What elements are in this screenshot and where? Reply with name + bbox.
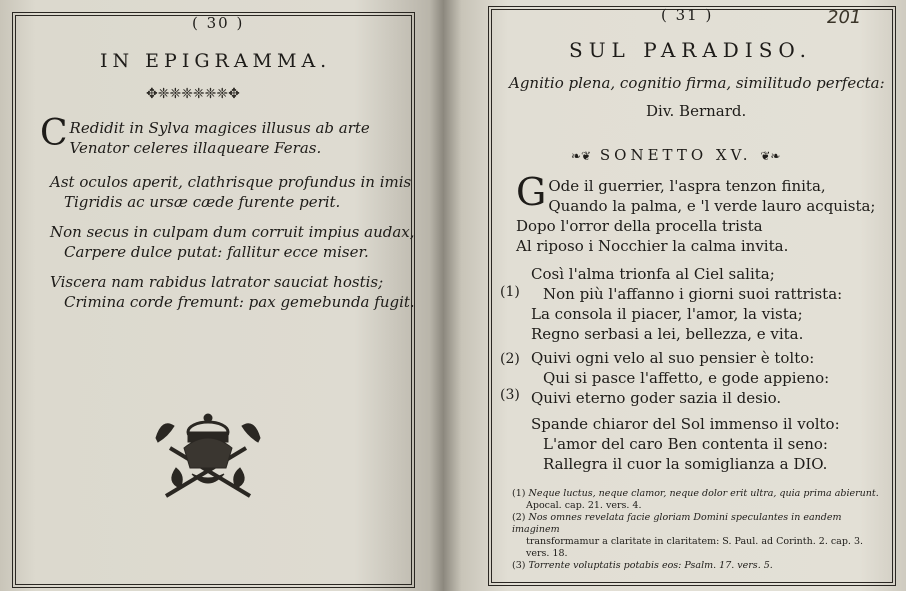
sonnet-line: Dopo l'orror della procella trista (516, 217, 763, 235)
footnote-citation: Apocal. cap. 21. vers. 4. (526, 500, 642, 511)
fleuron-right-icon: ❦❧ (760, 149, 781, 163)
footnote-text: Torrente voluptatis potabis eos: Psalm. 17. vers. 5. (528, 560, 773, 571)
stanza-line: Crimina corde fremunt: pax gemebunda fugit. (64, 293, 415, 311)
footnote-number: (2) (512, 512, 526, 523)
sonnet-line: Spande chiaror del Sol immenso il volto: (531, 415, 840, 433)
tercet-2 (531, 414, 840, 474)
stanza-line: Redidit in Sylva magices illusus ab arte (69, 119, 370, 137)
footnote (512, 512, 882, 560)
sonnet-line: Quivi eterno goder sazia il desio. (531, 389, 782, 407)
stanza-line: Venator celeres illaqueare Feras. (69, 139, 322, 157)
footnote-number: (1) (512, 488, 526, 499)
sonnet-line: Regno serbasi a lei, bellezza, e vita. (531, 325, 804, 343)
note-marker-3: (3) (500, 387, 520, 403)
sonnet-line: Qui si pasce l'affetto, e gode appieno: (543, 369, 830, 387)
sonnet-line: Non più l'affanno i giorni suoi rattrista: (543, 285, 843, 303)
sonnet-line: Così l'alma trionfa al Ciel salita; (531, 265, 775, 283)
footnote (512, 560, 882, 572)
stanza-line: Viscera nam rabidus latrator sauciat hostis; (50, 273, 384, 291)
stanza-line: Non secus in culpam dum corruit impius audax, (50, 223, 415, 241)
footnote-number: (3) (512, 560, 526, 571)
right-page-title: SUL PARADISO. (569, 38, 812, 62)
fleuron-left-icon: ❧❦ (571, 149, 592, 163)
stanza-line: Ast oculos aperit, clathrisque profundus in imis (50, 173, 412, 191)
epigraph-author: Div. Bernard. (646, 102, 747, 120)
quatrain-1 (516, 170, 876, 256)
title-ornament: ✥❈❈❈❈❈❈✥ (146, 86, 240, 102)
footnotes (512, 488, 882, 572)
quatrain-2 (531, 264, 842, 344)
sonnet-line: Ode il guerrier, l'aspra tenzon finita, (548, 177, 826, 195)
sonnet-line: La consola il piacer, l'amor, la vista; (531, 305, 803, 323)
dropcap-g: G (516, 170, 547, 214)
sonnet-line: Al riposo i Nocchier la calma invita. (516, 237, 789, 255)
note-marker-2: (2) (500, 351, 520, 367)
dropcap-c: C (40, 113, 68, 154)
stanza-line: Tigridis ac ursæ cæde furente perit. (64, 193, 341, 211)
epigraph: Agnitio plena, cognitio firma, similitudo perfecta: (509, 74, 885, 92)
epigram-stanza-1 (40, 113, 370, 158)
right-page-number: ( 31 ) (661, 6, 714, 24)
footnote-text: Neque luctus, neque clamor, neque dolor erit ultra, quia prima abierunt. (528, 488, 879, 499)
crown-crest-icon (146, 408, 270, 500)
sonnet-line: L'amor del caro Ben contenta il seno: (543, 435, 828, 453)
footnote-text: Nos omnes revelata facie gloriam Domini speculantes in eandem imaginem (512, 512, 842, 535)
sonnet-line: Quando la palma, e 'l verde lauro acquista; (548, 197, 876, 215)
left-page-title: IN EPIGRAMMA. (100, 50, 332, 72)
footnote-citation: transformamur a claritate in claritatem: S. Paul. ad Corinth. 2. cap. 3. vers. 18. (526, 536, 864, 559)
footnote (512, 488, 882, 512)
note-marker-1: (1) (500, 284, 520, 300)
right-page (443, 0, 906, 591)
sonnet-line: Quivi ogni velo al suo pensier è tolto: (531, 349, 815, 367)
left-page-number: ( 30 ) (192, 14, 245, 32)
epigram-stanza-2 (50, 172, 411, 212)
tercet-1 (531, 348, 829, 408)
sonnet-heading-text: SONETTO XV. (599, 146, 752, 164)
left-page (0, 0, 443, 591)
sonnet-line: Rallegra il cuor la somiglianza a DIO. (543, 455, 828, 473)
handwritten-folio: 201 (827, 7, 862, 28)
stanza-line: Carpere dulce putat: fallitur ecce miser. (64, 243, 369, 261)
epigram-stanza-3 (50, 222, 415, 262)
sonnet-heading (571, 146, 780, 164)
epigram-stanza-4 (50, 272, 415, 312)
